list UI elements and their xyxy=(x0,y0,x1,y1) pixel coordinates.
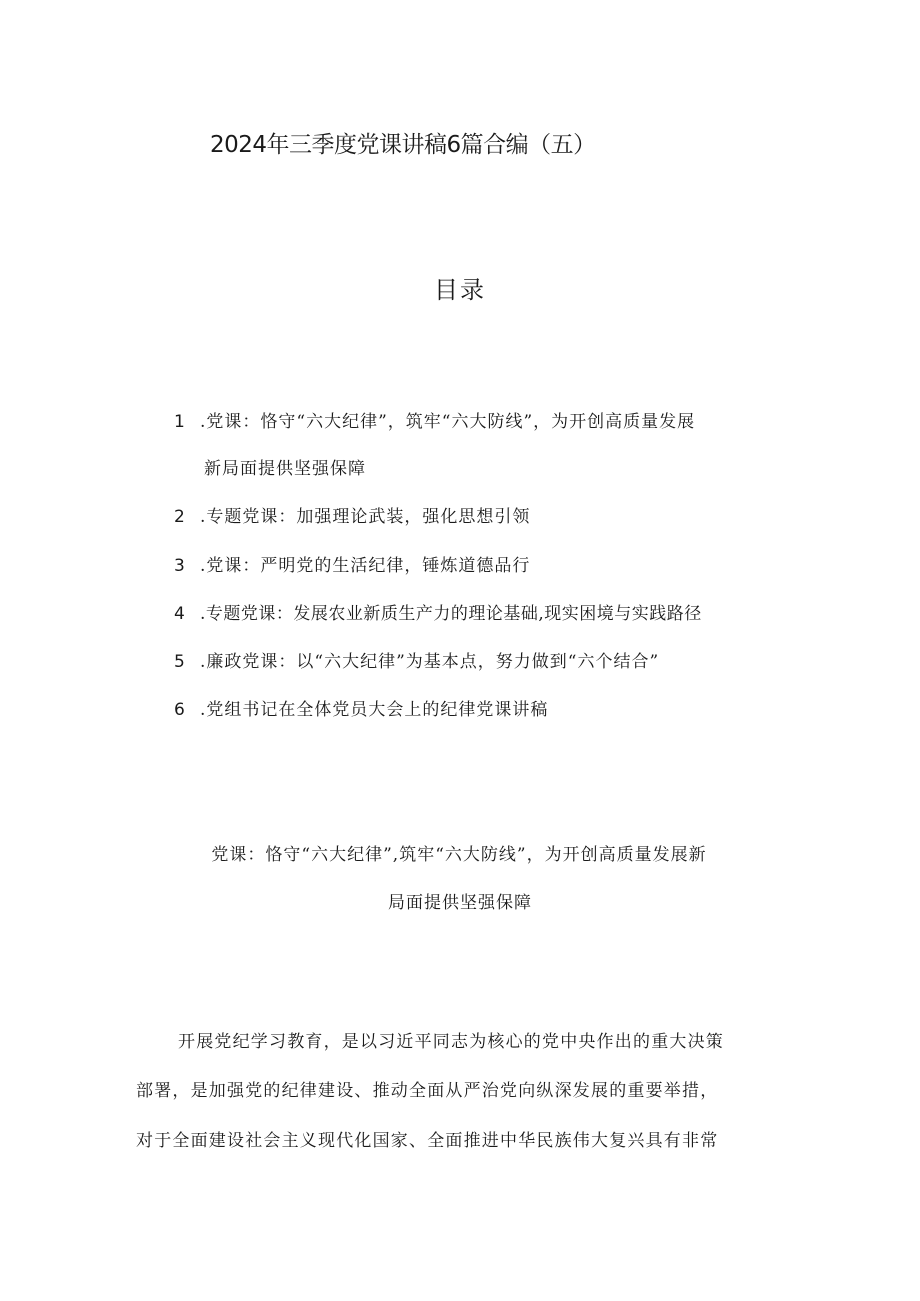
toc-item-4[interactable] xyxy=(174,602,702,626)
toc-item-number: 5 xyxy=(174,652,186,672)
toc-heading: 目录 xyxy=(434,276,486,304)
toc-item-text: .党课：严明党的生活纪律，锤炼道德品行 xyxy=(200,556,531,576)
document-title: 2024年三季度党课讲稿6篇合编（五） xyxy=(210,132,596,158)
toc-item-number: 2 xyxy=(174,507,186,527)
body-paragraph-line: 对于全面建设社会主义现代化国家、全面推进中华民族伟大复兴具有非常 xyxy=(136,1131,719,1151)
toc-item-text: .专题党课：加强理论武装，强化思想引领 xyxy=(200,507,531,527)
toc-item-number: 6 xyxy=(174,700,186,720)
toc-item-text: .廉政党课：以“六大纪律”为基本点，努力做到“六个结合” xyxy=(200,652,660,672)
toc-item-5[interactable] xyxy=(174,650,702,674)
section-title: 党课：恪守“六大纪律”,筑牢“六大防线”，为开创高质量发展新 xyxy=(211,845,707,865)
body-paragraph-line: 开展党纪学习教育，是以习近平同志为核心的党中央作出的重大决策 xyxy=(178,1032,724,1052)
toc-item-number: 1 xyxy=(174,412,186,432)
toc-item-6[interactable] xyxy=(174,698,702,722)
toc-item-number: 3 xyxy=(174,556,186,576)
toc-item-3[interactable] xyxy=(174,554,702,578)
table-of-contents xyxy=(174,410,702,722)
toc-item-text: .党组书记在全体党员大会上的纪律党课讲稿 xyxy=(200,700,549,720)
body-paragraph-line: 部署，是加强党的纪律建设、推动全面从严治党向纵深发展的重要举措， xyxy=(136,1081,719,1101)
toc-item-number: 4 xyxy=(174,604,186,624)
toc-item-text: .党课：恪守“六大纪律”，筑牢“六大防线”，为开创高质量发展 xyxy=(200,412,696,432)
section-title-continued: 局面提供坚强保障 xyxy=(388,893,532,913)
toc-item-2[interactable] xyxy=(174,505,702,529)
toc-item-1[interactable] xyxy=(174,410,702,481)
toc-item-text: .专题党课：发展农业新质生产力的理论基础,现实困境与实践路径 xyxy=(200,604,702,624)
toc-item-text-continued: 新局面提供坚强保障 xyxy=(204,459,366,479)
